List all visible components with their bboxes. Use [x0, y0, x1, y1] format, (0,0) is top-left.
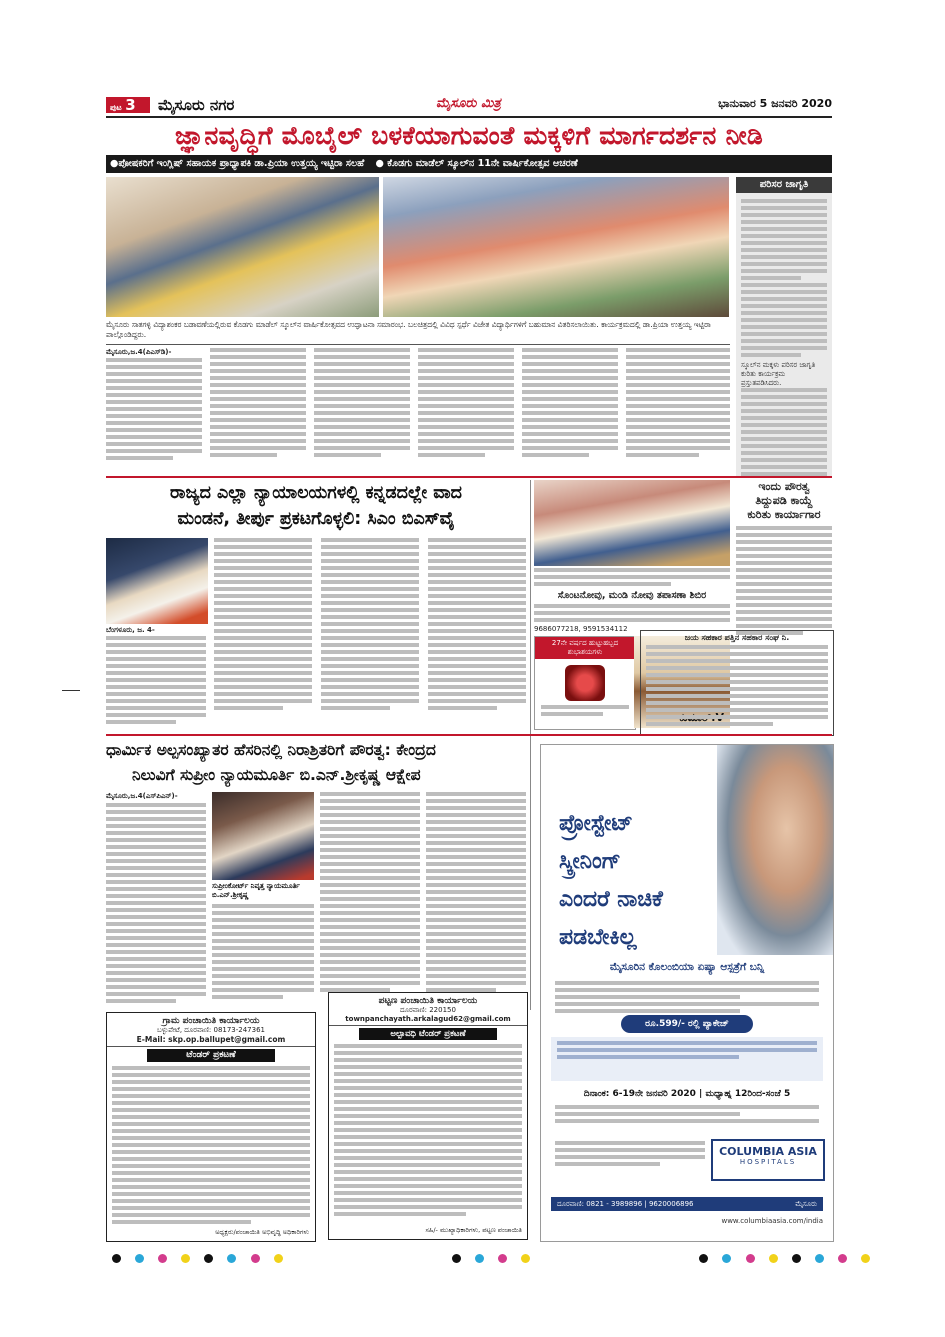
story3-headline — [106, 738, 526, 790]
ad-contact-bar — [551, 1197, 823, 1211]
reg-dot — [699, 1254, 708, 1263]
tender1-office: ಗ್ರಾಮ ಪಂಚಾಯಿತಿ ಕಾರ್ಯಾಲಯ — [162, 1016, 260, 1026]
sidebar-box-text: ಸ್ಕೂಲ್‌ನ ಮಕ್ಕಳು ಪರಿಸರ ಜಾಗೃತಿ ಕುರಿತು ಕಾರ್ಯಕ್ರಮ ಪ್ರಸ್ತುತಪಡಿಸಿದರು. — [741, 361, 816, 387]
reg-dot — [452, 1254, 461, 1263]
reg-dot — [204, 1254, 213, 1263]
ad-subline: ಮೈಸೂರಿನ ಕೊಲಂಬಿಯಾ ಏಷ್ಯಾ ಆಸ್ಪತ್ರೆಗೆ ಬನ್ನಿ — [609, 961, 765, 973]
tender1-footer: ಅಧ್ಯಕ್ಷರು/ಪಂಚಾಯಿತಿ ಅಭಿವೃದ್ಧಿ ಅಧಿಕಾರಿಗಳು — [215, 1228, 309, 1236]
reg-dot — [227, 1254, 236, 1263]
story3-col1 — [106, 792, 206, 1010]
story3-photo-judge — [212, 792, 314, 880]
lead-article-body — [106, 348, 730, 472]
tender1-sub: ಬಳ್ಳುಪೇಟೆ, ದೂರವಾಣಿ: 08173-247361 — [156, 1026, 266, 1034]
tender1-notice — [106, 1012, 316, 1242]
lead-photo-right — [383, 177, 729, 317]
bank-notice-title: ಜಯ ಸಹಕಾರ ಪತ್ತಿನ ಸಹಕಾರ ಸಂಘ ನಿ. — [684, 633, 790, 642]
registration-dots-bottom — [112, 1248, 879, 1267]
right-event-title-2: ತಿದ್ದುಪಡಿ ಕಾಯ್ದೆ — [755, 494, 813, 507]
birthday-ad-label: 27ನೇ ವರ್ಷದ ಹುಟ್ಟುಹಬ್ಬದ ಶುಭಾಶಯಗಳು — [535, 637, 635, 659]
reg-dot — [722, 1254, 731, 1263]
col-divider-main — [530, 480, 531, 1010]
page-number-badge — [106, 97, 150, 113]
right-event-title-3: ಕುರಿತು ಕಾರ್ಯಾಗಾರ — [747, 508, 821, 521]
tender2-notice — [328, 992, 528, 1240]
sidebar-box-body — [736, 193, 832, 477]
tender1-email: E-Mail: skp.op.ballupet@gmail.com — [136, 1035, 286, 1044]
story3-headline-line2: ನಿಲುವಿಗೆ ಸುಪ್ರೀಂ ನ್ಯಾಯಮೂರ್ತಿ ಬಿ.ಎನ್.ಶ್ರೀಕೃಷ್ಣ ಆಕ್ಷೇಪ — [132, 766, 421, 784]
ad-headline-line4: ಪಡಬೇಕಿಲ್ಲ — [559, 925, 637, 950]
section-rule-2 — [106, 734, 832, 736]
story2-headline-line1: ರಾಜ್ಯದ ಎಲ್ಲಾ ನ್ಯಾಯಾಲಯಗಳಲ್ಲಿ ಕನ್ನಡದಲ್ಲೇ ವಾದ — [170, 483, 462, 503]
tender2-title: ಅಲ್ಪಾವಧಿ ಟೆಂಡರ್ ಪ್ರಕಟಣೆ — [359, 1028, 497, 1040]
reg-dot — [769, 1254, 778, 1263]
story2-headline — [106, 480, 526, 536]
masthead — [106, 96, 832, 116]
paper-name: ಮೈಸೂರು ಮಿತ್ರ — [436, 96, 501, 111]
ad-logo-line1: COLUMBIA ASIA — [719, 1145, 817, 1158]
ad-contact: ದೂರವಾಣಿ: 0821 - 3989896 | 9620006896 — [557, 1200, 694, 1208]
reg-dot — [746, 1254, 755, 1263]
hospital-ad-headline — [559, 805, 663, 957]
story2-dateline: ಬೆಂಗಳೂರು, ಜ. 4- — [106, 626, 155, 634]
reg-dot — [815, 1254, 824, 1263]
reg-dot — [181, 1254, 190, 1263]
ad-city: ಮೈಸೂರು — [795, 1200, 817, 1208]
ad-packages-panel — [551, 1037, 823, 1081]
right-event-box — [736, 480, 832, 636]
reg-dot — [475, 1254, 484, 1263]
ad-logo — [711, 1139, 825, 1181]
reg-dot — [135, 1254, 144, 1263]
lead-photo-left — [106, 177, 379, 317]
section-title: ಮೈಸೂರು ನಗರ — [158, 96, 235, 114]
reg-dot — [838, 1254, 847, 1263]
story3-col2 — [212, 904, 314, 1010]
masthead-rule — [106, 116, 832, 118]
reg-dot — [158, 1254, 167, 1263]
bank-notice — [640, 630, 834, 736]
ad-headline-line2: ಸ್ಕ್ರೀನಿಂಗ್ — [559, 849, 621, 874]
hospital-ad — [540, 744, 834, 1242]
tender2-footer: ಸಹಿ/- ಮುಖ್ಯಾಧಿಕಾರಿಗಳು, ಪಟ್ಟಣ ಪಂಚಾಯಿತಿ — [425, 1226, 522, 1234]
story2-body-cols — [214, 538, 526, 732]
ad-logo-line2: HOSPITALS — [739, 1158, 797, 1166]
sidebar-box-title: ಪರಿಸರ ಜಾಗೃತಿ — [736, 177, 832, 193]
lead-subhead-left: ●ಪೋಷಕರಿಗೆ ಇಂಗ್ಲಿಷ್ ಸಹಾಯಕ ಪ್ರಾಧ್ಯಾಪಕಿ ಡಾ.ಪ್ರಿಯಾ ಉತ್ತಯ್ಯ ಇಟ್ಟಿರಾ ಸಲಹೆ — [110, 158, 365, 169]
story2-photo-cm — [106, 538, 208, 624]
right-event-caption — [534, 568, 730, 588]
health-camp-title: ಸೊಂಟನೋವು, ಮಂಡಿ ನೋವು ತಪಾಸಣಾ ಶಿಬಿರ — [557, 590, 707, 601]
reg-dot — [274, 1254, 283, 1263]
reg-dot — [521, 1254, 530, 1263]
health-camp-body — [534, 604, 730, 632]
section-rule-1 — [106, 476, 832, 478]
ad-price-badge: ರೂ.599/- ರಲ್ಲಿ ಪ್ಯಾಕೇಜ್ — [621, 1015, 753, 1033]
reg-dot — [792, 1254, 801, 1263]
page-label: ಪುಟ — [110, 103, 122, 112]
health-camp-phone: 9686077218, 9591534112 — [534, 625, 628, 632]
lead-article-dateline: ಮೈಸೂರು,ಜ.4(ಪಿಎಸ್‌ಡಿ)- — [106, 348, 172, 356]
reg-dot — [498, 1254, 507, 1263]
right-event-title-1: ಇಂದು ಪೌರತ್ವ — [758, 480, 810, 493]
tender2-email: townpanchayath.arkalagud62@gmail.com — [345, 1015, 511, 1023]
birthday-ad — [534, 636, 636, 730]
tender2-phone: ದೂರವಾಣಿ: 220150 — [400, 1006, 456, 1014]
sidebar-box — [736, 177, 832, 477]
story3-dateline: ಮೈಸೂರು,ಜ.4(ಎಸ್‌ಪಿಎನ್)- — [106, 792, 178, 800]
reg-dot — [861, 1254, 870, 1263]
ad-headline-line1: ಪ್ರೋಸ್ಟೇಟ್ — [559, 811, 633, 836]
page-number: 3 — [125, 96, 136, 114]
lead-photo-caption: ಮೈಸೂರು ಸಾತಗಳ್ಳಿ ವಿದ್ಯಾಶಂಕರ ಬಡಾವಣೆಯಲ್ಲಿರುವ ಕೊಡಗು ಮಾಡೆಲ್ ಸ್ಕೂಲ್‌ನ ವಾರ್ಷಿಕೋತ್ಸವದ ಉದ್ಘಾಟನಾ ಸಮಾರಂಭ. ಬಲಚಿತ್ರದಲ್ಲಿ ವಿವಿಧ ಸ್ಪರ್ಧೆ ವಿಜೇತ ವಿದ್ಯಾರ್ಥಿಗಳಿಗೆ ಬಹುಮಾನ ವಿತರಿಸಲಾಯಿತು. ಕಾರ್ಯಕ್ರಮದಲ್ಲಿ ಡಾ.ಪ್ರಿಯಾ ಉತ್ತಯ್ಯ ಇಟ್ಟಿರಾ ಪಾಲ್ಗೊಂಡಿದ್ದರು. — [106, 320, 711, 339]
lead-caption-rule — [106, 344, 730, 345]
crop-mark-left — [62, 690, 80, 691]
story2-headline-line2: ಮಂಡನೆ, ತೀರ್ಪು ಪ್ರಕಟಗೊಳ್ಳಲಿ: ಸಿಎಂ ಬಿಎಸ್‌ವೈ — [177, 509, 455, 529]
reg-dot — [251, 1254, 260, 1263]
lead-subhead-right: ● ಕೊಡಗು ಮಾಡೆಲ್ ಸ್ಕೂಲ್‌ನ 11ನೇ ವಾರ್ಷಿಕೋತ್ಸವ ಆಚರಣೆ — [375, 158, 578, 169]
lead-headline: ಜ್ಞಾನವೃದ್ಧಿಗೆ ಮೊಬೈಲ್ ಬಳಕೆಯಾಗುವಂತೆ ಮಕ್ಕಳಿಗೆ ಮಾರ್ಗದರ್ಶನ ನೀಡಿ — [174, 121, 764, 150]
ad-dates: ದಿನಾಂಕ: 6-19ನೇ ಜನವರಿ 2020 | ಮಧ್ಯಾಹ್ನ 12ರಿಂದ-ಸಂಜೆ 5 — [583, 1089, 791, 1099]
right-event-photo — [534, 480, 730, 566]
reg-dot — [112, 1254, 121, 1263]
story3-photo-caption: ಸುಪ್ರೀಂಕೋರ್ಟ್ ನಿವೃತ್ತ ನ್ಯಾಯಮೂರ್ತಿ ಬಿ.ಎನ್.ಶ್ರೀಕೃಷ್ಣ — [212, 882, 300, 899]
story3-col4 — [426, 792, 526, 1010]
tender1-title: ಟೆಂಡರ್ ಪ್ರಕಟಣೆ — [147, 1049, 275, 1062]
tender2-office: ಪಟ್ಟಣ ಪಂಚಾಯಿತಿ ಕಾರ್ಯಾಲಯ — [378, 996, 478, 1006]
story3-headline-line1: ಧಾರ್ಮಿಕ ಅಲ್ಪಸಂಖ್ಯಾತರ ಹೆಸರಿನಲ್ಲಿ ನಿರಾಶ್ರಿತರಿಗೆ ಪೌರತ್ವ: ಕೇಂದ್ರದ — [106, 741, 436, 759]
ad-portrait — [717, 745, 833, 955]
lead-subhead-bar — [106, 155, 832, 173]
ad-website: www.columbiaasia.com/india — [721, 1217, 823, 1225]
ad-headline-line3: ಎಂದರೆ ನಾಚಿಕೆ — [559, 887, 663, 912]
page-date: ಭಾನುವಾರ 5 ಜನವರಿ 2020 — [718, 97, 832, 110]
story3-col3 — [320, 792, 420, 1010]
